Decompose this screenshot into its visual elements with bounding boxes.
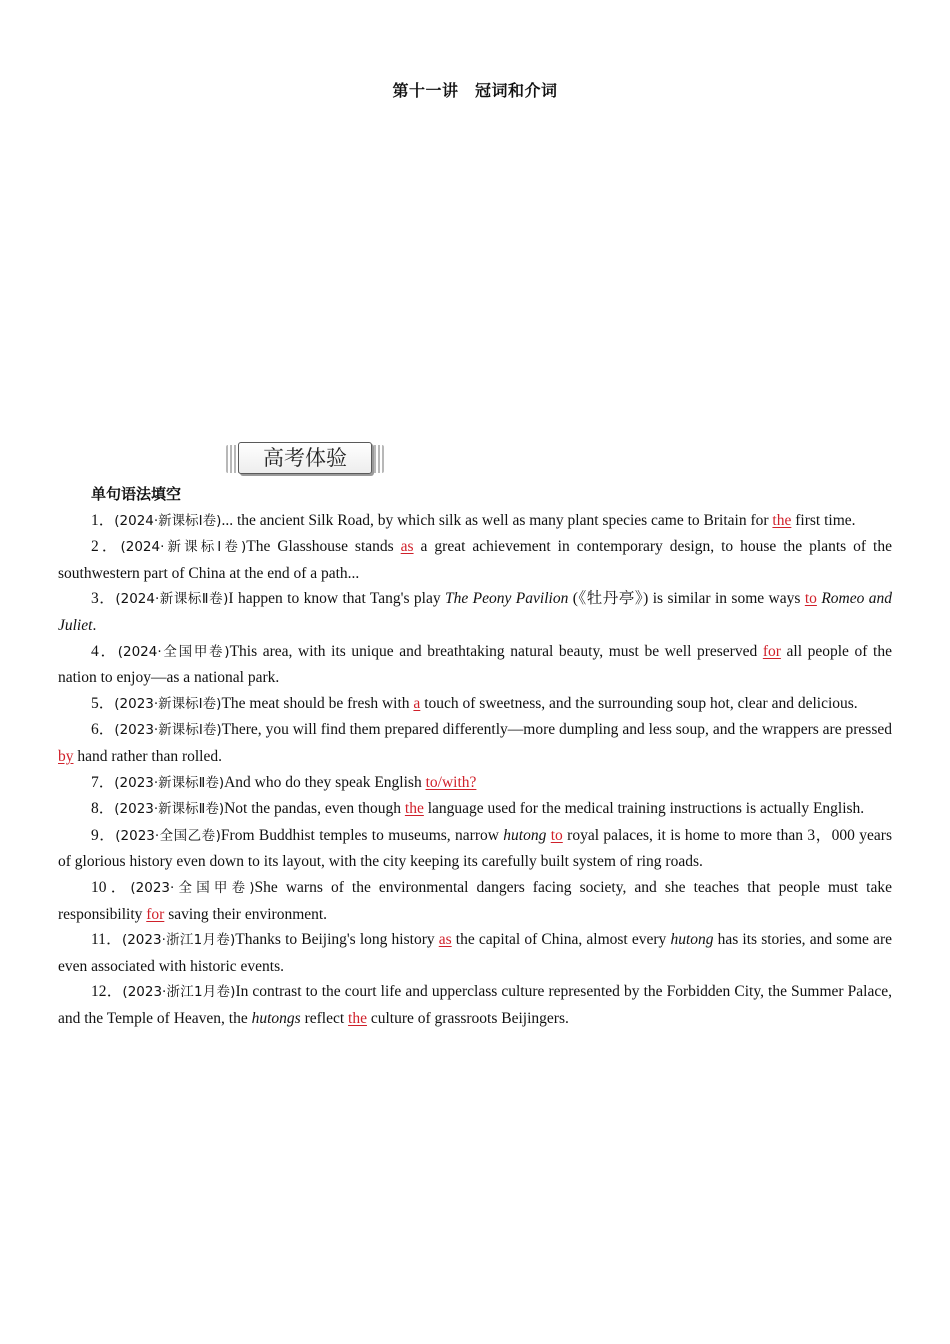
answer-blank: to — [550, 826, 563, 844]
answer-blank: to/with? — [425, 773, 477, 791]
answer-blank: for — [146, 905, 165, 923]
section-banner — [226, 442, 384, 476]
answer-blank: by — [58, 747, 74, 765]
question-10: 10．(2023·全国甲卷)She warns of the environmental dangers facing society, and she teaches that people must take responsibility for saving their environment. — [58, 878, 892, 923]
exercise-content — [58, 482, 892, 1031]
question-6: 6．(2023·新课标Ⅰ卷)There, you will find them prepared differently—more dumpling and less soup, and the wrappers are pressed by hand rather than rolled. — [58, 721, 892, 765]
question-5: 5．(2023·新课标Ⅰ卷)The meat should be fresh with a touch of sweetness, and the surrounding soup hot, clear and delicious. — [91, 694, 858, 712]
answer-blank: as — [400, 538, 414, 556]
question-4: 4．(2024·全国甲卷)This area, with its unique and breathtaking natural beauty, must be well preserved for all people of the nation to enjoy—as a national park. — [58, 642, 892, 687]
answer-blank: the — [348, 1009, 367, 1027]
page-title: 第十一讲 冠词和介词 — [392, 81, 558, 100]
answer-blank: a — [413, 694, 421, 712]
question-7: 7．(2023·新课标Ⅱ卷)And who do they speak English to/with? — [91, 773, 477, 791]
question-9: 9．(2023·全国乙卷)From Buddhist temples to museums, narrow hutong to royal palaces, it is home to more than 3，000 years of glorious history even down to its layout, with the city keeping its carefully built system of ring roads. — [58, 826, 892, 871]
question-2: 2．(2024·新课标Ⅰ卷)The Glasshouse stands as a great achievement in contemporary design, to house the plants of the southwestern part of China at the end of a path... — [58, 538, 892, 582]
answer-blank: as — [438, 931, 452, 949]
question-11: 11．(2023·浙江1月卷)Thanks to Beijing's long history as the capital of China, almost every hutong has its stories, and some are even associated with historic events. — [58, 931, 892, 975]
answer-blank: the — [404, 800, 424, 818]
section-heading: 单句语法填空 — [91, 485, 182, 503]
question-1: 1．(2024·新课标Ⅰ卷)... the ancient Silk Road, by which silk as well as many plant species came to Britain for the first time. — [91, 511, 856, 529]
answer-blank: for — [762, 642, 781, 660]
question-8: 8．(2023·新课标Ⅱ卷)Not the pandas, even though the language used for the medical training instructions is actually English. — [91, 800, 865, 818]
answer-blank: to — [804, 590, 817, 608]
answer-blank: the — [772, 511, 792, 529]
question-3: 3．(2024·新课标Ⅱ卷)I happen to know that Tang's play The Peony Pavilion (《牡丹亭》) is similar in some ways to Romeo and Juliet. — [58, 590, 893, 634]
question-12: 12．(2023·浙江1月卷)In contrast to the court life and upperclass culture represented by the Forbidden City, the Summer Palace, and the Temple of Heaven, the hutongs reflect the culture of grassroots Beijingers. — [58, 983, 892, 1027]
banner-label: 高考体验 — [238, 442, 372, 474]
